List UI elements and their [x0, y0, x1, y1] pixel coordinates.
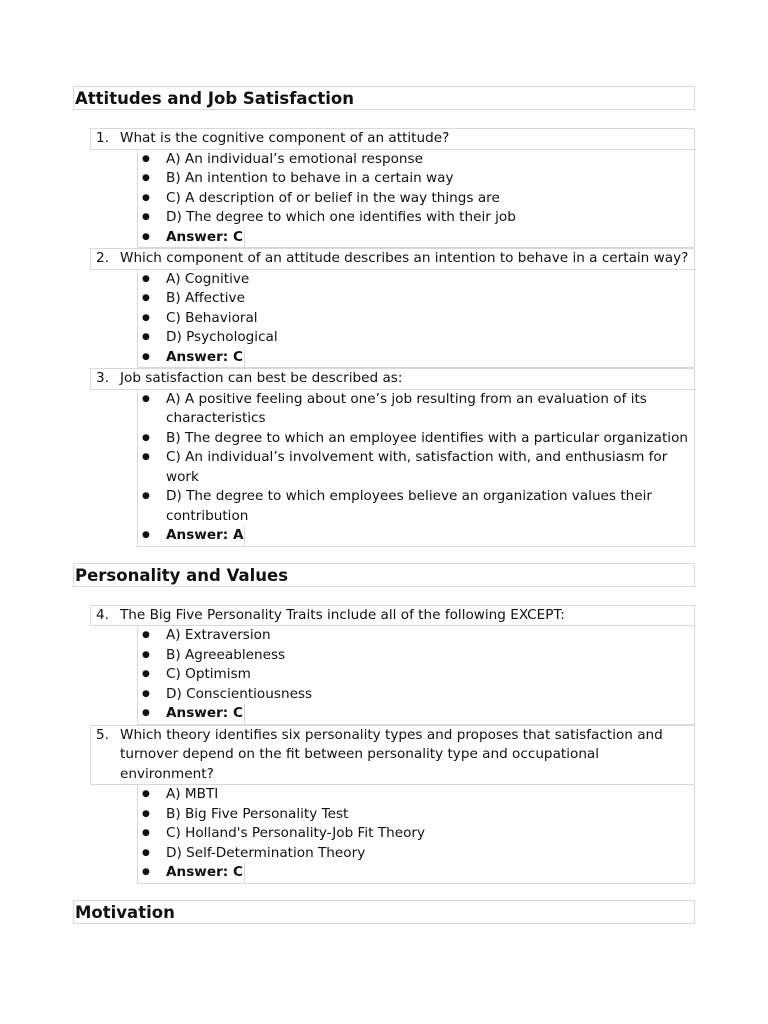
- section-title-attitudes: Attitudes and Job Satisfaction: [73, 86, 695, 110]
- option-item: ● D) The degree to which employees believe an organization values their contribution: [142, 488, 653, 524]
- question-number: 3.: [96, 370, 109, 386]
- question-3: [90, 368, 695, 390]
- option-item: ● C) Holland's Personality-Job Fit Theory: [138, 824, 694, 844]
- option-item: ● B) The degree to which an employee identifies with a particular organization: [138, 429, 694, 449]
- options-list: [137, 785, 695, 884]
- option-item: ● D) Conscientiousness: [138, 685, 694, 705]
- bullet-icon: ●: [142, 630, 150, 640]
- bullet-icon: ●: [142, 393, 150, 404]
- bullet-icon: ●: [142, 867, 150, 877]
- question-2: [90, 248, 695, 270]
- question-text: The Big Five Personality Traits include all of the following EXCEPT:: [120, 606, 565, 623]
- document-page: [73, 86, 695, 924]
- answer-item: ● Answer: C: [138, 863, 694, 883]
- bullet-icon: ●: [142, 688, 150, 699]
- answer-item: ● Answer: C: [138, 348, 694, 368]
- bullet-icon: ●: [142, 491, 150, 501]
- option-item: ● C) A description of or belief in the way things are: [138, 189, 694, 209]
- question-text: Which component of an attitude describes an intention to behave in a certain way?: [120, 250, 689, 266]
- option-item: ● B) Big Five Personality Test: [138, 805, 694, 825]
- options-list: [137, 150, 695, 249]
- question-list: [73, 128, 695, 547]
- options-list: [137, 270, 695, 369]
- question-5: [90, 725, 695, 786]
- question-number: 2.: [96, 250, 109, 266]
- option-item: ● C) An individual’s involvement with, satisfaction with, and enthusiasm for work: [142, 449, 668, 485]
- bullet-icon: ●: [142, 351, 150, 362]
- option-item: ● B) An intention to behave in a certain way: [138, 169, 694, 189]
- option-item: ● C) Behavioral: [138, 309, 694, 329]
- question-number: 5.: [96, 726, 109, 743]
- option-item: ● D) Psychological: [138, 328, 694, 348]
- option-item: ● D) The degree to which one identifies with their job: [138, 208, 694, 228]
- bullet-icon: ●: [142, 153, 150, 164]
- answer-item: ● Answer: A: [138, 526, 694, 546]
- section-title-motivation: Motivation: [73, 900, 695, 924]
- bullet-icon: ●: [142, 649, 150, 660]
- option-item: ● B) Agreeableness: [138, 646, 694, 666]
- bullet-icon: ●: [142, 847, 150, 858]
- bullet-icon: ●: [142, 312, 150, 323]
- bullet-icon: ●: [142, 828, 150, 838]
- question-1: [90, 128, 695, 150]
- question-text: Which theory identifies six personality types and proposes that satisfaction and turnover depend on the fit between personality type and occupational environment?: [120, 726, 663, 782]
- question-number: 1.: [96, 130, 109, 146]
- option-item: ● A) MBTI: [138, 785, 694, 805]
- bullet-icon: ●: [142, 789, 150, 799]
- bullet-icon: ●: [142, 708, 150, 718]
- bullet-icon: ●: [142, 273, 150, 284]
- bullet-icon: ●: [142, 192, 150, 203]
- bullet-icon: ●: [142, 808, 150, 819]
- answer-item: ● Answer: C: [138, 228, 694, 248]
- bullet-icon: ●: [142, 530, 150, 540]
- option-item: ● C) Optimism: [138, 665, 694, 685]
- bullet-icon: ●: [142, 432, 150, 443]
- option-item: ● A) An individual’s emotional response: [138, 150, 694, 170]
- question-text: Job satisfaction can best be described as:: [120, 370, 403, 386]
- options-list: [137, 626, 695, 725]
- question-number: 4.: [96, 606, 109, 623]
- bullet-icon: ●: [142, 452, 150, 462]
- bullet-icon: ●: [142, 293, 150, 303]
- option-item: ● B) Affective: [138, 289, 694, 309]
- bullet-icon: ●: [142, 669, 150, 679]
- bullet-icon: ●: [142, 212, 150, 222]
- bullet-icon: ●: [142, 231, 150, 242]
- option-item: ● A) Cognitive: [138, 270, 694, 290]
- option-item: ● D) Self-Determination Theory: [138, 844, 694, 864]
- question-text: What is the cognitive component of an attitude?: [120, 130, 450, 146]
- question-list: [73, 605, 695, 884]
- option-item: ● A) Extraversion: [138, 626, 694, 646]
- bullet-icon: ●: [142, 173, 150, 183]
- section-title-personality: Personality and Values: [73, 563, 695, 587]
- answer-item: ● Answer: C: [138, 704, 694, 724]
- bullet-icon: ●: [142, 332, 150, 342]
- question-4: [90, 605, 695, 627]
- option-item: ● A) A positive feeling about one’s job resulting from an evaluation of its characteristics: [142, 390, 647, 426]
- options-list: [137, 390, 695, 547]
